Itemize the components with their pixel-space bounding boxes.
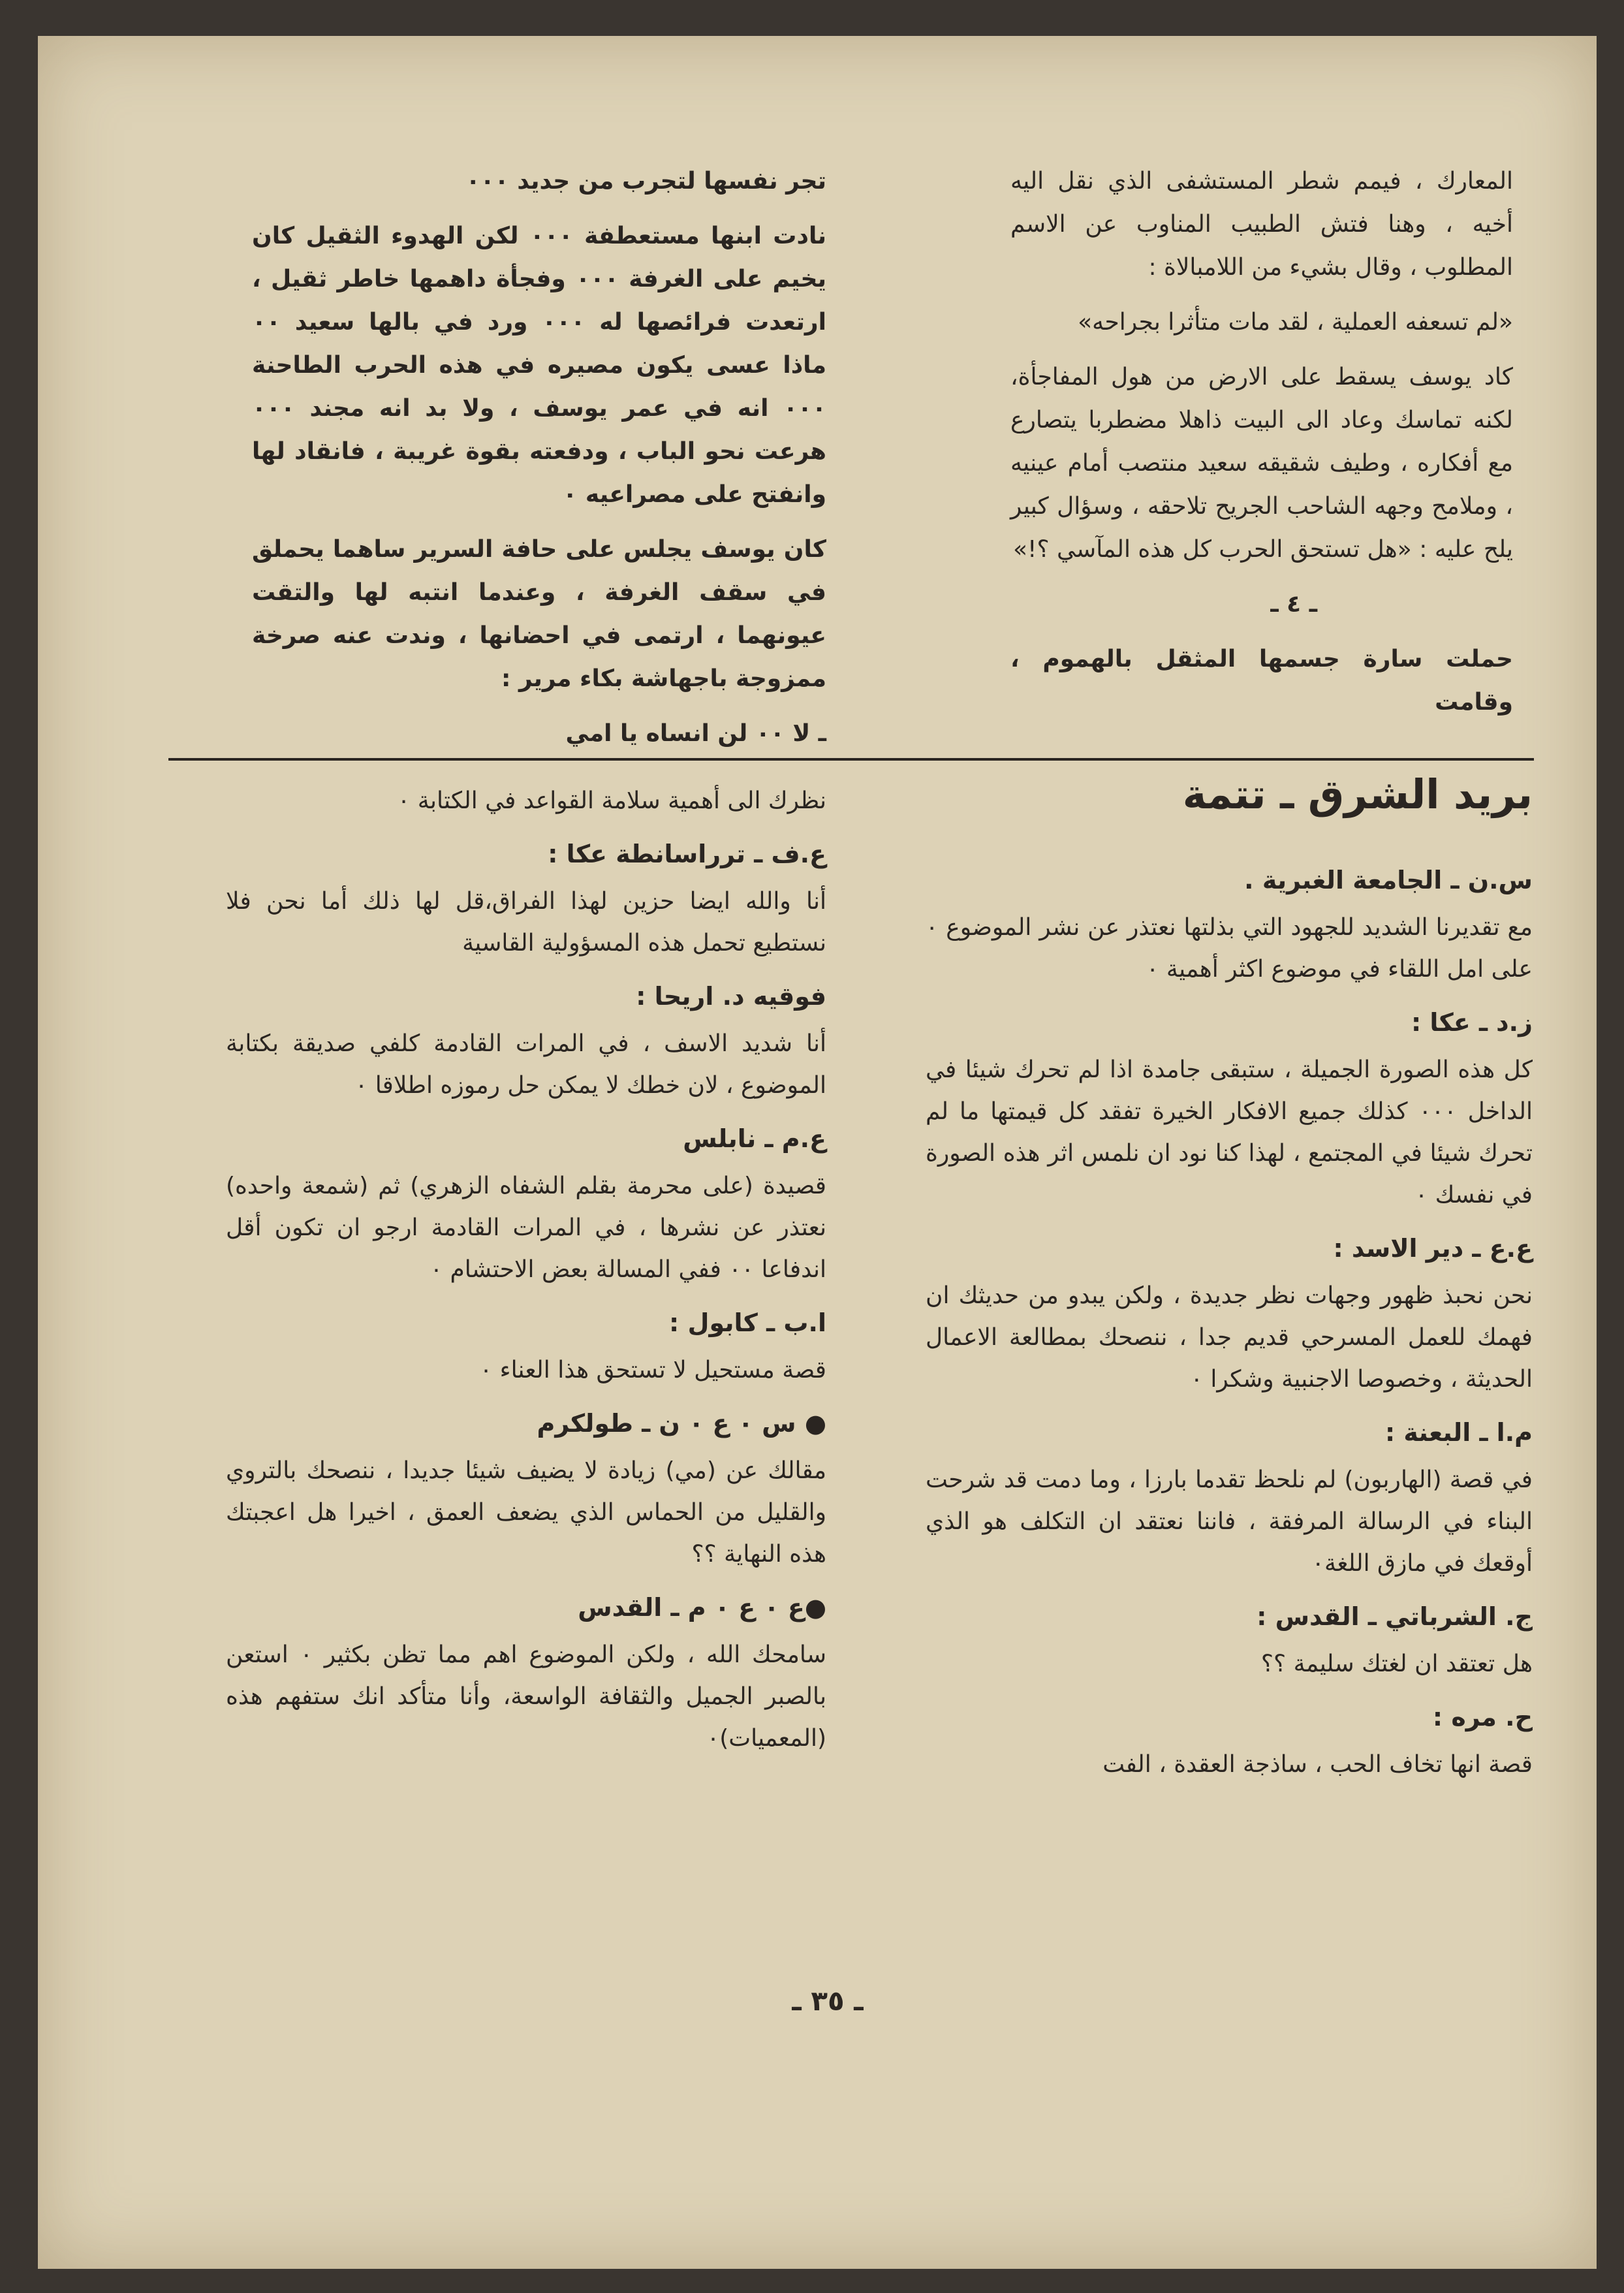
letter-sender: ●ع ٠ ع ٠ م ـ القدس xyxy=(578,1593,826,1622)
paragraph: المعارك ، فيمم شطر المستشفى الذي نقل اليه أخيه ، وهنا فتش الطبيب المناوب عن الاسم المطلوب ، وقال بشيء من اللامبالاة : xyxy=(1010,168,1513,281)
section-title: بريد الشرق ـ تتمة xyxy=(1182,770,1533,818)
letter-sender: فوقيه د. اريحا : xyxy=(636,982,826,1011)
letter-reply: في قصة (الهاربون) لم نلحظ تقدما بارزا ، وما دمت قد شرحت البناء في الرسالة المرفقة ، فاننا نعتقد ان التكلف هو الذي أوقعك في مازق اللغة٠ xyxy=(926,1466,1533,1577)
paragraph: كان يوسف يجلس على حافة السرير ساهما يحملق في سقف الغرفة ، وعندما انتبه لها والتقت عيونهما ، ارتمى في احضانها ، وندت عنه صرخة ممزوجة باجهاشة بكاء مرير : xyxy=(252,536,826,692)
letter-sender: م.ا ـ البعنة : xyxy=(1385,1418,1533,1447)
letter-sender: ع.ف ـ ترراسانطة عكا : xyxy=(548,840,826,868)
top-left-column xyxy=(252,160,826,767)
letter-reply: مع تقديرنا الشديد للجهود التي بذلتها نعتذر عن نشر الموضوع ٠ على امل اللقاء في موضوع اكثر أهمية ٠ xyxy=(926,914,1533,983)
quote: «لم تسعفه العملية ، لقد مات متأثرا بجراحه» xyxy=(1078,309,1513,336)
letter-sender: ا.ب ـ كابول : xyxy=(669,1308,826,1337)
letter-reply: قصة مستحيل لا تستحق هذا العناء ٠ xyxy=(479,1357,826,1384)
letter-reply: قصة انها تخاف الحب ، ساذجة العقدة ، الفت xyxy=(1102,1751,1533,1778)
letter-sender: ز.د ـ عكا : xyxy=(1411,1008,1533,1037)
section-divider xyxy=(168,758,1534,761)
paragraph: حملت سارة جسمها المثقل بالهموم ، وقامت xyxy=(1010,646,1513,716)
top-right-column xyxy=(1010,160,1513,736)
paragraph: ـ لا ٠٠ لن انساه يا امي xyxy=(565,720,826,747)
letter-sender: ع.م ـ نابلس xyxy=(683,1124,826,1153)
letter-reply: أنا والله ايضا حزين لهذا الفراق،قل لها ذلك أما نحن فلا نستطيع تحمل هذه المسؤولية القاسية xyxy=(226,888,826,957)
letter-reply: نظرك الى أهمية سلامة القواعد في الكتابة ٠ xyxy=(397,787,826,814)
letter-reply: كل هذه الصورة الجميلة ، ستبقى جامدة اذا لم تحرك شيئا في الداخل ٠٠٠ كذلك جميع الافكار الخيرة تفقد كل قيمتها ما لم تحرك شيئا في المجتمع ، لهذا كنا نود ان نلمس اثر هذه الصورة في نفسك ٠ xyxy=(926,1056,1533,1209)
letter-sender: ● س ٠ ع ٠ ن ـ طولكرم xyxy=(537,1409,826,1438)
letter-reply: أنا شديد الاسف ، في المرات القادمة كلفي صديقة بكتابة الموضوع ، لان خطك لا يمكن حل رموزه اطلاقا ٠ xyxy=(226,1030,826,1099)
letter-sender: ح. مره : xyxy=(1432,1703,1533,1732)
paragraph: كاد يوسف يسقط على الارض من هول المفاجأة، لكنه تماسك وعاد الى البيت ذاهلا مضطربا يتصارع مع أفكاره ، وطيف شقيقه سعيد منتصب أمام عينيه ، وملامح وجهه الشاحب الجريح تلاحقه ، وسؤال كبير يلح عليه : «هل تستحق الحرب كل هذه المآسي ؟!» xyxy=(1010,364,1513,563)
letter-reply: قصيدة (على محرمة بقلم الشفاه الزهري) ثم (شمعة واحده) نعتذر عن نشرها ، في المرات القادمة ارجو ان تكون أقل اندفاعا ٠٠ ففي المسالة بعض الاحتشام ٠ xyxy=(226,1173,826,1283)
letter-sender: س.ن ـ الجامعة الغبرية . xyxy=(1244,866,1533,894)
letter-sender: ج. الشرباتي ـ القدس : xyxy=(1257,1602,1533,1631)
paragraph: نادت ابنها مستعطفة ٠٠٠ لكن الهدوء الثقيل كان يخيم على الغرفة ٠٠٠ وفجأة داهمها خاطر ثقيل ، ارتعدت فرائصها له ٠٠٠ ورد في بالها سعيد ٠٠ ماذا عسى يكون مصيره في هذه الحرب الطاحنة ٠٠٠ انه في عمر يوسف ، ولا بد انه مجند ٠٠٠ هرعت نحو الباب ، ودفعته بقوة غريبة ، فانقاد لها وانفتح على مصراعيه ٠ xyxy=(252,223,826,508)
letter-reply: سامحك الله ، ولكن الموضوع اهم مما تظن بكثير ٠ استعن بالصبر الجميل والثقافة الواسعة، وأنا متأكد انك ستفهم هذه (المعميات)٠ xyxy=(226,1641,826,1752)
letter-sender: ع.ع ـ دير الاسد : xyxy=(1333,1234,1533,1263)
letters-left-column xyxy=(226,780,826,1771)
letter-reply: هل تعتقد ان لغتك سليمة ؟؟ xyxy=(1260,1651,1533,1677)
page-number: ـ ٣٥ ـ xyxy=(792,1985,864,2017)
magazine-page xyxy=(38,36,1597,2269)
letters-right-column xyxy=(926,852,1533,1797)
paragraph: تجر نفسها لتجرب من جديد ٠٠٠ xyxy=(465,168,826,195)
letter-reply: نحن نحبذ ظهور وجهات نظر جديدة ، ولكن يبدو من حديثك ان فهمك للعمل المسرحي قديم جدا ، ننصحك بمطالعة الاعمال الحديثة ، وخصوصا الاجنبية وشكرا ٠ xyxy=(926,1282,1533,1393)
letter-reply: مقالك عن (مي) زيادة لا يضيف شيئا جديدا ، ننصحك بالتروي والقليل من الحماس الذي يضعف العمق ، اخيرا هل اعجبتك هذه النهاية ؟؟ xyxy=(226,1457,826,1568)
section-number: ـ ٤ ـ xyxy=(1270,591,1317,618)
